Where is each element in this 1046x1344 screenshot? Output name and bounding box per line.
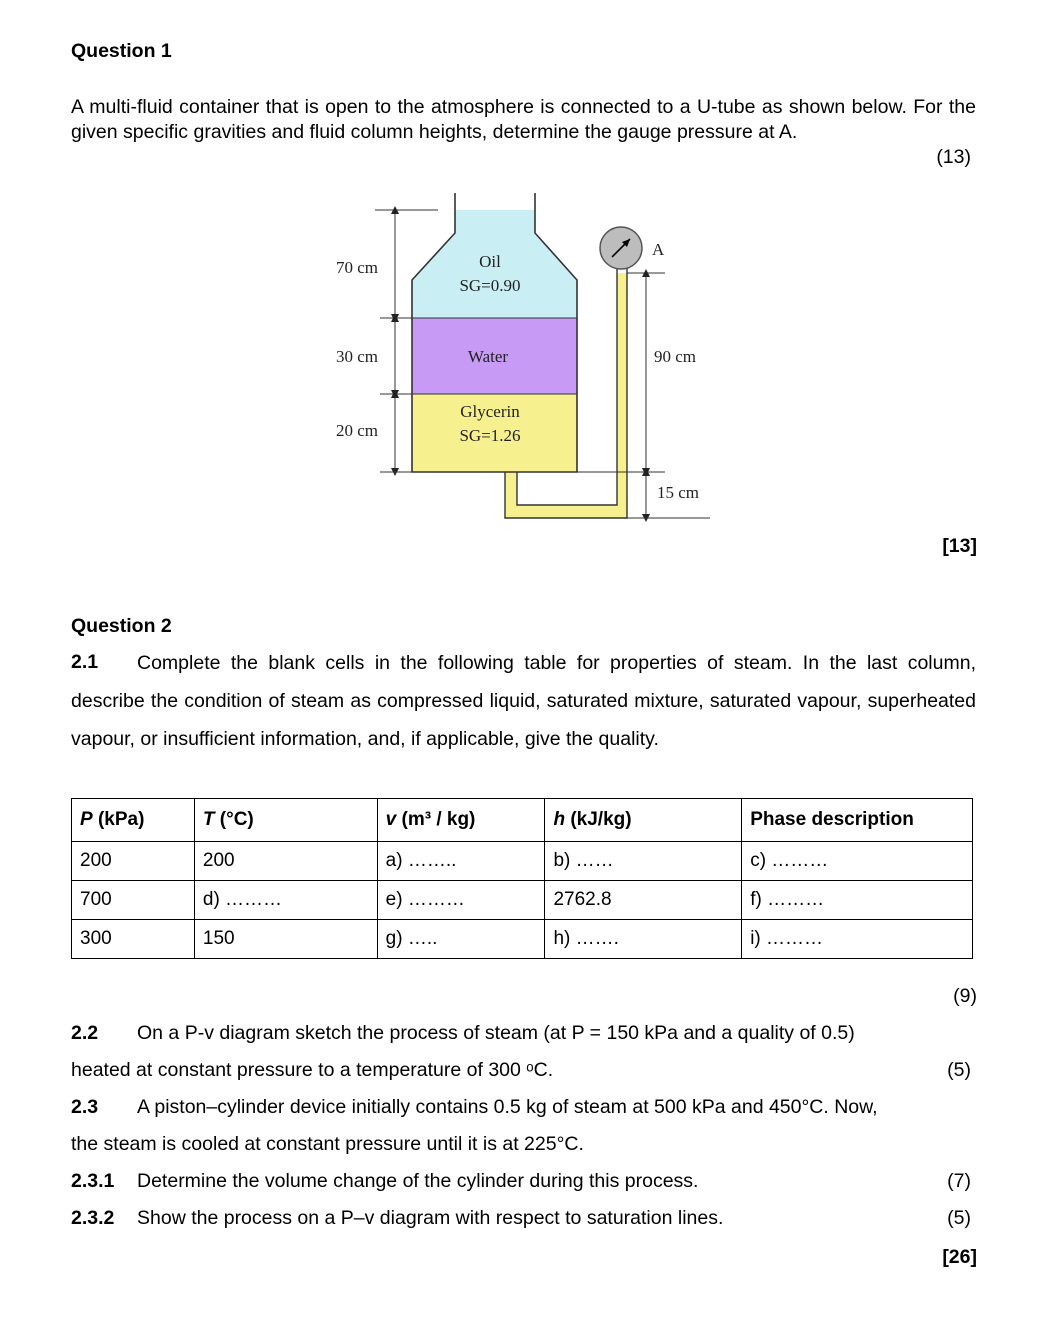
bottom-height-label: 15 cm [657, 483, 700, 502]
table-header-row [72, 799, 973, 842]
header-phase-description: Phase description [742, 799, 973, 842]
table-cell: 200 [72, 842, 195, 881]
header-temperature: T (°C) [194, 799, 377, 842]
table-cell: a) …….. [377, 842, 545, 881]
header-enthalpy: h (kJ/kg) [545, 799, 742, 842]
header-pressure: P (kPa) [72, 799, 195, 842]
section-2-3-2-text: Show the process on a P–v diagram with respect to saturation lines. [137, 1207, 724, 1229]
table-cell: 200 [194, 842, 377, 881]
table-cell: h) ……. [545, 920, 742, 959]
section-2-3-1-number: 2.3.1 [71, 1170, 115, 1192]
oil-sg-label: SG=0.90 [459, 276, 521, 295]
section-2-2-line-2: heated at constant pressure to a temperature of 300 ᵒC. [71, 1059, 554, 1081]
section-2-3-line-2: the steam is cooled at constant pressure until it is at 225°C. [71, 1133, 584, 1155]
section-2-3-line-1: A piston–cylinder device initially contains 0.5 kg of steam at 500 kPa and 450°C. Now, [137, 1096, 878, 1118]
section-2-1-number: 2.1 [71, 651, 99, 673]
section-2-1-text: Complete the blank cells in the following table for properties of steam. In the last column, describe the condition of steam as compressed liquid, saturated mixture, saturated vapour, superheated vapour, or insufficient information, and, if applicable, give the quality. [71, 652, 976, 750]
oil-height-label: 70 cm [336, 258, 379, 277]
section-2-3-1-text: Determine the volume change of the cylinder during this process. [137, 1170, 699, 1192]
table-cell: g) ….. [377, 920, 545, 959]
steam-properties-table [71, 798, 973, 959]
section-2-2-line-1: On a P-v diagram sketch the process of steam (at P = 150 kPa and a quality of 0.5) [137, 1022, 855, 1044]
section-2-2-marks: (5) [947, 1059, 971, 1081]
table-cell: 2762.8 [545, 881, 742, 920]
table-row [72, 842, 973, 881]
question-2-total: [26] [942, 1246, 977, 1268]
point-a-label: A [652, 240, 665, 259]
table-cell: c) ……… [742, 842, 973, 881]
table-cell: f) ……… [742, 881, 973, 920]
water-height-label: 30 cm [336, 347, 379, 366]
glycerin-height-label: 20 cm [336, 421, 379, 440]
water-label: Water [467, 347, 509, 366]
table-cell: e) ……… [377, 881, 545, 920]
section-2-3-2-marks: (5) [947, 1207, 971, 1229]
question-1-text: A multi-fluid container that is open to the atmosphere is connected to a U-tube as shown below. For the given specific gravities and fluid column heights, determine the gauge pressure at A. [71, 96, 976, 143]
table-cell: i) ……… [742, 920, 973, 959]
multi-fluid-container-figure [320, 185, 740, 525]
section-2-1-marks: (9) [953, 985, 977, 1007]
section-2-3-number: 2.3 [71, 1096, 99, 1118]
section-2-3-2-number: 2.3.2 [71, 1207, 115, 1229]
oil-label: Oil [479, 252, 501, 271]
section-2-2-number: 2.2 [71, 1022, 99, 1044]
table-cell: 150 [194, 920, 377, 959]
table-cell: 700 [72, 881, 195, 920]
tube-height-label: 90 cm [654, 347, 697, 366]
table-cell: d) ……… [194, 881, 377, 920]
question-1-total: [13] [942, 535, 977, 557]
question-1-marks: (13) [936, 146, 971, 168]
section-2-3-1-marks: (7) [947, 1170, 971, 1192]
table-cell: 300 [72, 920, 195, 959]
glycerin-sg-label: SG=1.26 [459, 426, 521, 445]
header-specific-volume: v (m³ / kg) [377, 799, 545, 842]
glycerin-label: Glycerin [460, 402, 520, 421]
table-row [72, 920, 973, 959]
table-cell: b) …… [545, 842, 742, 881]
table-row [72, 881, 973, 920]
question-2-heading: Question 2 [71, 615, 172, 637]
question-1-heading: Question 1 [71, 40, 172, 62]
